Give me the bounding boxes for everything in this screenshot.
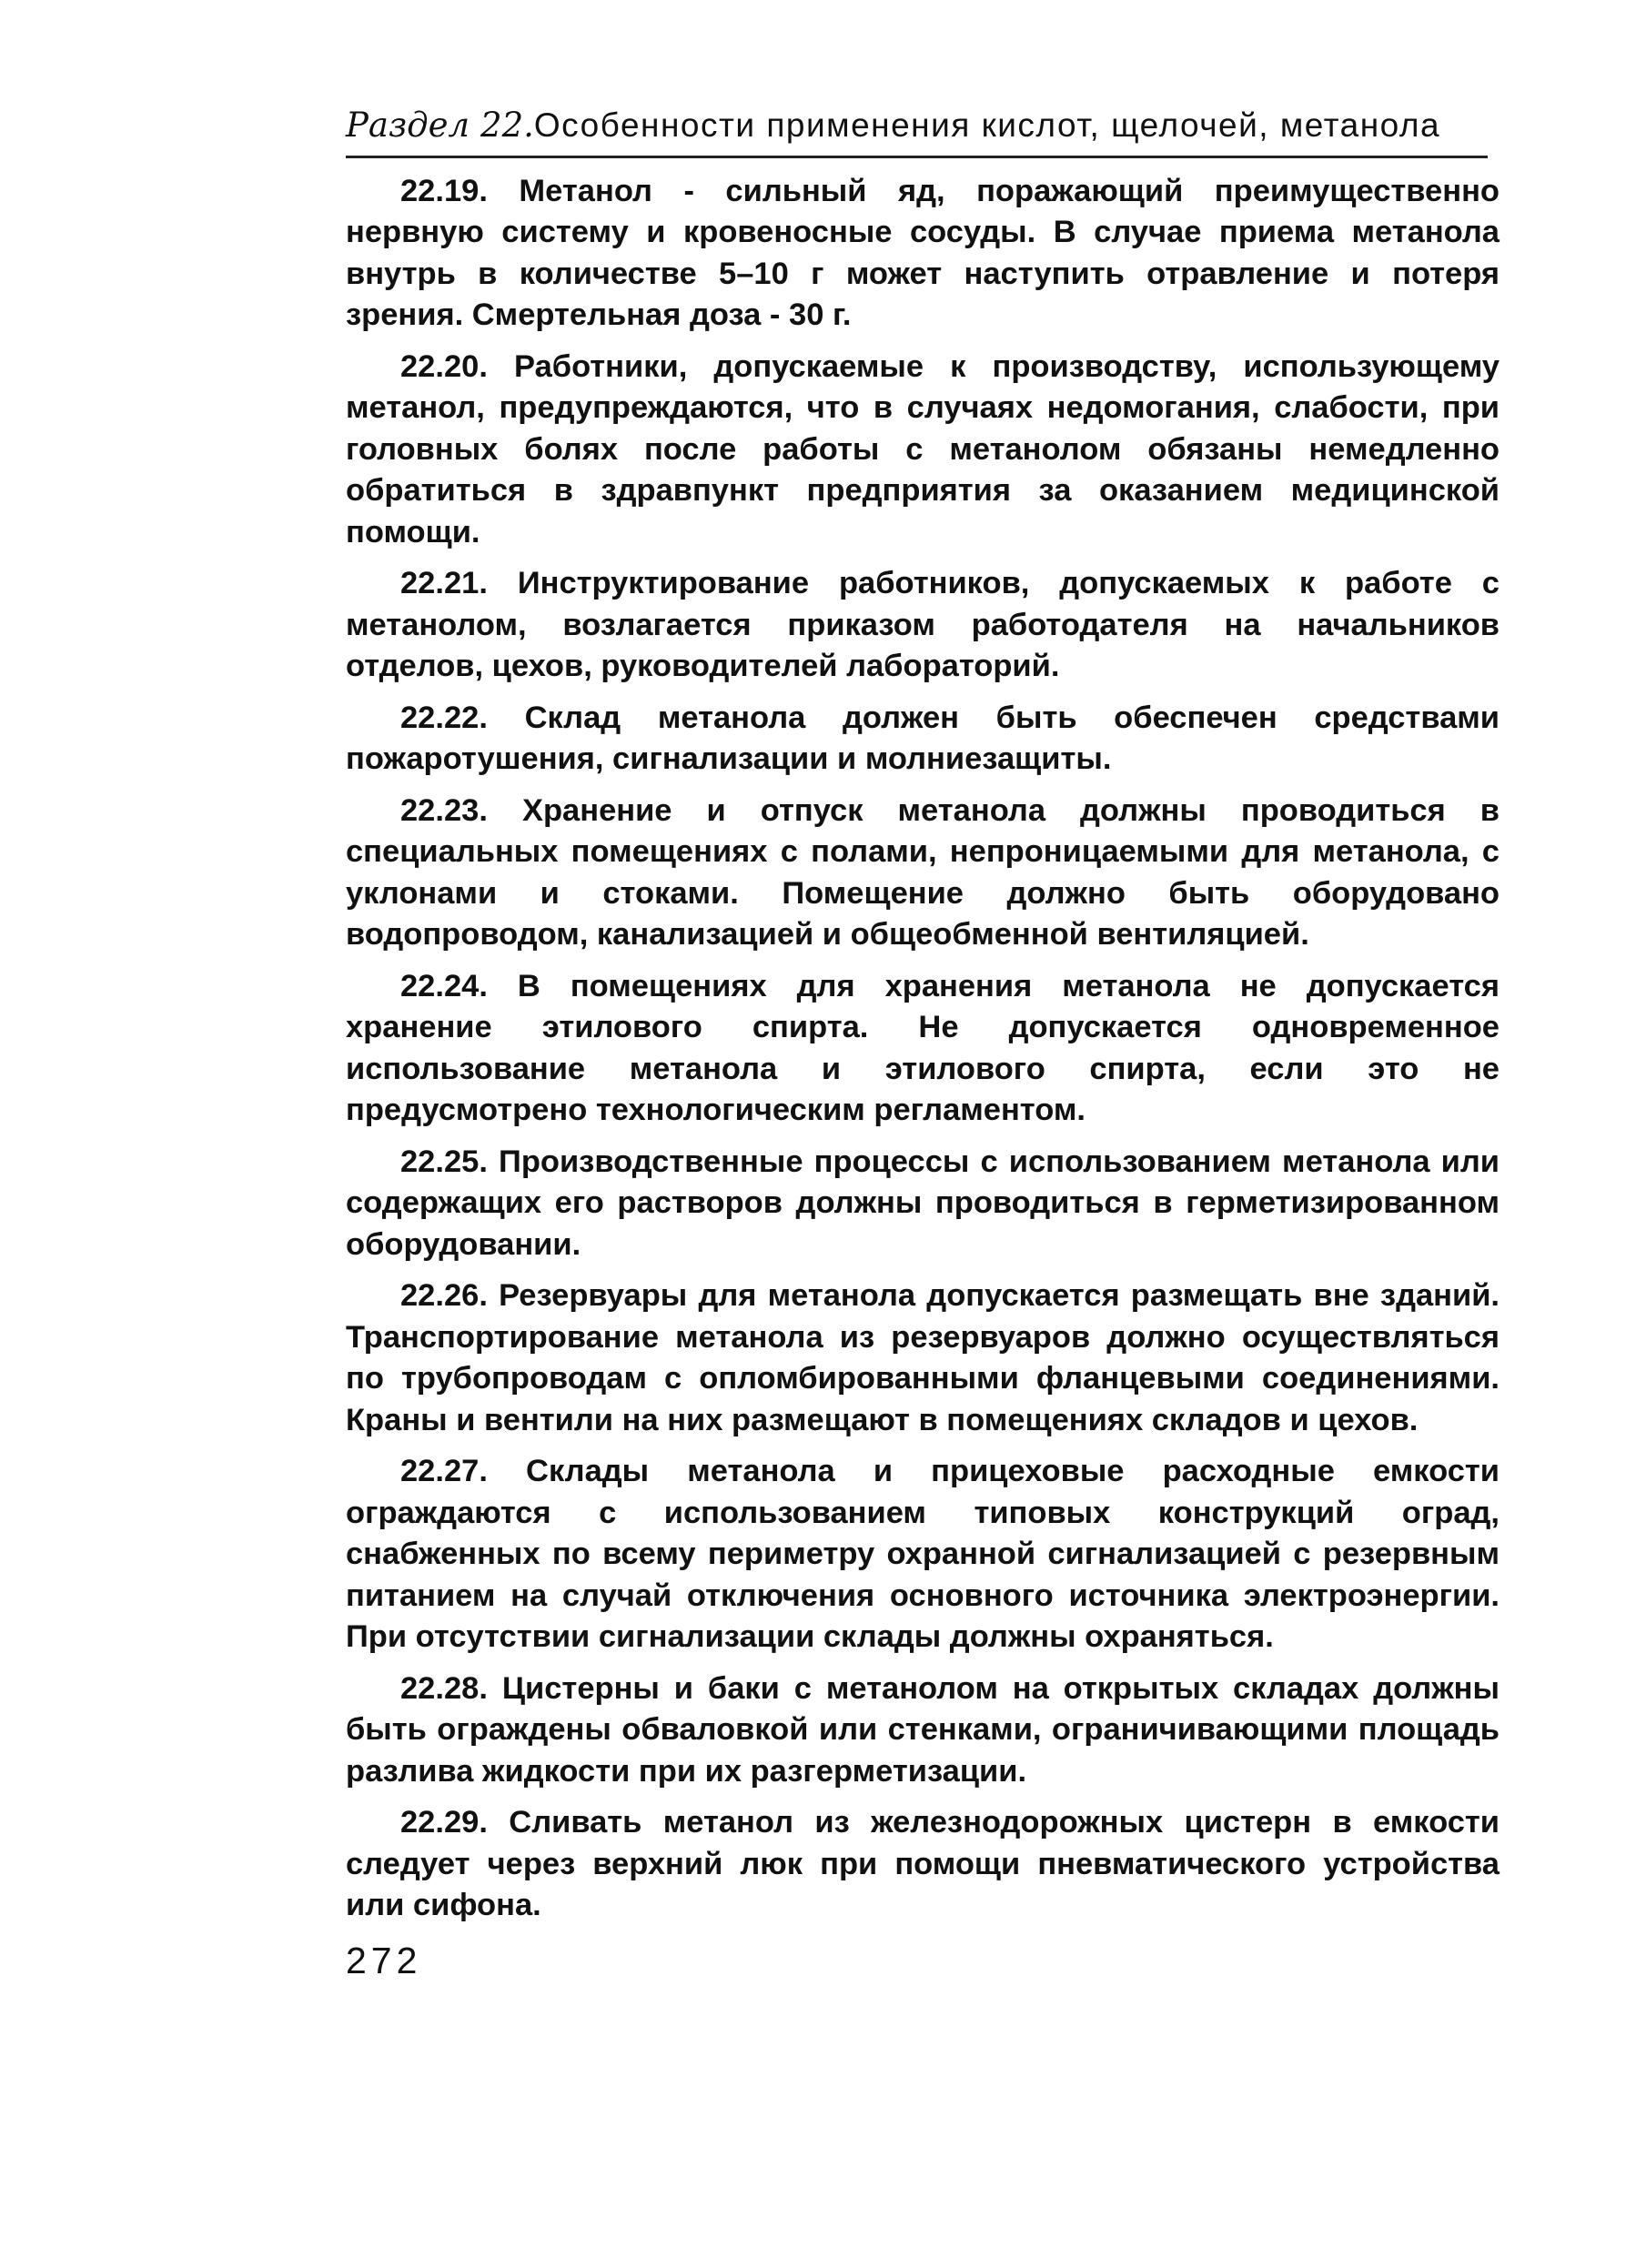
paragraph-text: Производственные процессы с использованием метанола или содержащих его растворов должны проводиться в герметизированном оборудовании. <box>346 1144 1500 1262</box>
paragraph-22-24 <box>346 966 1500 1132</box>
paragraph-number: 22.23. <box>400 792 488 828</box>
paragraph-22-22 <box>346 698 1500 781</box>
paragraph-text: В помещениях для хранения метанола не допускается хранение этилового спирта. Не допускается одновременное использование метанола и этилового спирта, если это не предусмотрено технологическим регламентом. <box>346 968 1500 1128</box>
paragraph-text: Инструктирование работников, допускаемых к работе с метанолом, возлагается приказом работодателя на начальников отделов, цехов, руководителей лабораторий. <box>346 566 1500 684</box>
paragraph-number: 22.29. <box>400 1805 488 1840</box>
paragraph-22-27 <box>346 1451 1500 1658</box>
paragraph-number: 22.27. <box>400 1454 488 1489</box>
paragraph-22-28 <box>346 1668 1500 1793</box>
paragraph-22-20 <box>346 347 1500 554</box>
paragraph-text: Хранение и отпуск метанола должны проводиться в специальных помещениях с полами, непроницаемыми для метанола, с уклонами и стоками. Помещение должно быть оборудовано водопроводом, канализацией и общеобменной вентиляцией. <box>346 792 1500 953</box>
section-title: Особенности применения кислот, щелочей, метанола <box>533 106 1441 144</box>
paragraph-number: 22.25. <box>400 1144 488 1179</box>
paragraph-text: Склады метанола и прицеховые расходные емкости ограждаются с использованием типовых конструкций оград, снабженных по всему периметру охранной сигнализацией с резервным питанием на случай отключения основного источника электроэнергии. При отсутствии сигнализации склады должны охраняться. <box>346 1454 1500 1655</box>
paragraph-text: Склад метанола должен быть обеспечен средствами пожаротушения, сигнализации и молниезащиты. <box>346 700 1500 777</box>
paragraph-number: 22.22. <box>400 700 488 735</box>
paragraph-text: Цистерны и баки с метанолом на открытых складах должны быть ограждены обваловкой или стенками, ограничивающими площадь разлива жидкости при их разгерметизации. <box>346 1670 1500 1789</box>
running-header <box>346 107 1520 145</box>
body-text <box>346 171 1500 1927</box>
paragraph-22-29 <box>346 1802 1500 1927</box>
paragraph-text: Метанол - сильный яд, поражающий преимущественно нервную систему и кровеносные сосуды. В случае приема метанола внутрь в количестве 5–10 г может наступить отравление и потеря зрения. Смертельная доза - 30 г. <box>346 173 1500 333</box>
paragraph-number: 22.20. <box>400 348 488 384</box>
section-label: Раздел <box>346 106 470 145</box>
paragraph-22-23 <box>346 791 1500 956</box>
paragraph-22-26 <box>346 1275 1500 1441</box>
paragraph-number: 22.19. <box>400 173 488 208</box>
paragraph-22-21 <box>346 563 1500 688</box>
paragraph-text: Работники, допускаемые к производству, использующему метанол, предупреждаются, что в случаях недомогания, слабости, при головных болях после работы с метанолом обязаны немедленно обратиться в здравпункт предприятия за оказанием медицинской помощи. <box>346 348 1500 549</box>
paragraph-number: 22.21. <box>400 566 488 601</box>
paragraph-number: 22.24. <box>400 968 488 1003</box>
paragraph-22-19 <box>346 171 1500 337</box>
page-number: 272 <box>346 1939 422 1981</box>
document-page <box>346 107 1520 1982</box>
paragraph-22-25 <box>346 1142 1500 1266</box>
paragraph-text: Резервуары для метанола допускается размещать вне зданий. Транспортирование метанола из резервуаров должно осуществляться по трубопроводам с опломбированными фланцевыми соединениями. Краны и вентили на них размещают в помещениях складов и цехов. <box>346 1278 1500 1437</box>
paragraph-number: 22.26. <box>400 1278 488 1314</box>
paragraph-text: Сливать метанол из железнодорожных цистерн в емкости следует через верхний люк при помощи пневматического устройства или сифона. <box>346 1805 1500 1923</box>
paragraph-number: 22.28. <box>400 1670 488 1706</box>
section-number: 22. <box>480 106 534 145</box>
header-rule <box>346 156 1488 158</box>
